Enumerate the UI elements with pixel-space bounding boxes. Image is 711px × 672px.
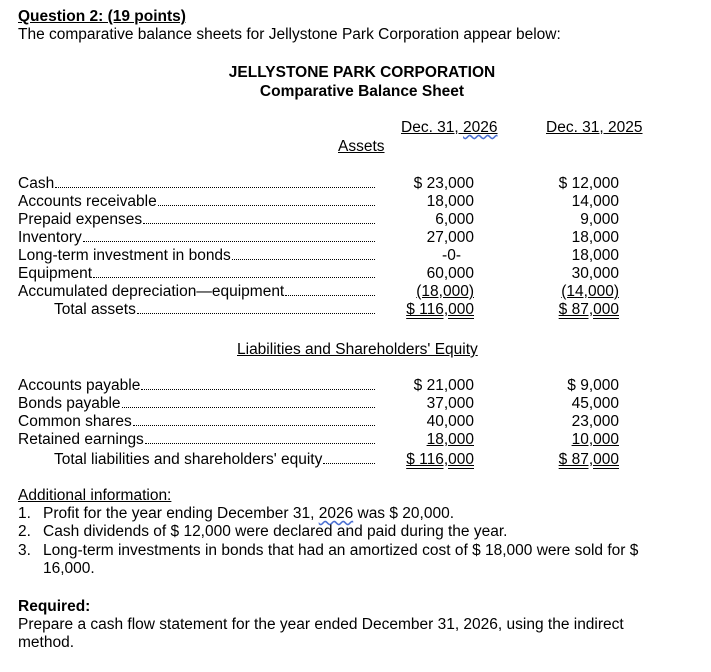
item-number: 3. [18, 542, 31, 559]
column-header-2025: Dec. 31, 2025 [546, 119, 643, 136]
liab-total-2025: $ 87,000 [558, 451, 619, 468]
liab-ap-2026: $ 21,000 [413, 377, 474, 394]
asset-equipment-2025: 30,000 [571, 265, 619, 282]
row-label: Prepaid expenses [18, 211, 143, 228]
asset-equipment-2026: 60,000 [426, 265, 474, 282]
asset-inventory-2025: 18,000 [571, 229, 619, 246]
asset-row-prepaid-expenses [18, 211, 376, 229]
asset-row-cash [18, 175, 376, 193]
row-label: Accounts payable [18, 377, 141, 394]
leader-dots [143, 211, 375, 224]
asset-total-2026: $ 116,000 [406, 301, 474, 318]
row-label: Bonds payable [18, 395, 121, 412]
leader-dots [145, 431, 375, 444]
row-label: Common shares [18, 413, 132, 430]
leader-dots [133, 413, 375, 426]
company-name: JELLYSTONE PARK CORPORATION [228, 64, 496, 81]
liab-total-2026: $ 116,000 [406, 451, 474, 468]
leader-dots [232, 247, 375, 260]
leader-dots [285, 283, 375, 296]
row-label: Retained earnings [18, 431, 144, 448]
row-label: Inventory [18, 229, 82, 246]
leader-dots [83, 229, 375, 242]
asset-accum-dep-2026: (18,000) [416, 283, 474, 300]
leader-dots [158, 193, 375, 206]
item-number: 1. [18, 505, 31, 522]
asset-cash-2026: $ 23,000 [413, 175, 474, 192]
required-text: Prepare a cash flow statement for the year ended December 31, 2026, using the indirect method. [18, 616, 624, 651]
sheet-title: Comparative Balance Sheet [259, 83, 465, 100]
row-label: Equipment [18, 265, 93, 282]
row-label: Long-term investment in bonds [18, 247, 231, 264]
asset-row-inventory [18, 229, 376, 247]
leader-dots [122, 395, 375, 408]
liab-ap-2025: $ 9,000 [567, 377, 619, 394]
asset-inventory-2026: 27,000 [426, 229, 474, 246]
item-text-year: 2026 [318, 505, 354, 522]
column-header-2026 [401, 119, 498, 137]
leader-dots [93, 265, 375, 278]
liab-bonds-2026: 37,000 [426, 395, 474, 412]
asset-accum-dep-2025: (14,000) [561, 283, 619, 300]
item-text: Long-term investments in bonds that had an amortized cost of $ 18,000 were sold for $ 16,000. [43, 542, 639, 577]
question-title: Question 2: (19 points) [18, 8, 186, 25]
asset-total-2025: $ 87,000 [558, 301, 619, 318]
row-label: Total assets [54, 301, 136, 318]
row-label: Cash [18, 175, 55, 192]
item-text-post: was $ 20,000. [353, 505, 455, 522]
liab-row-common-shares [18, 413, 376, 431]
asset-row-total [18, 301, 376, 319]
liab-row-retained-earnings [18, 431, 376, 449]
liab-retained-2025: 10,000 [571, 431, 619, 448]
asset-ar-2026: 18,000 [426, 193, 474, 210]
liab-bonds-2025: 45,000 [571, 395, 619, 412]
liab-row-bonds-payable [18, 395, 376, 413]
column-header-year: 2026 [463, 119, 498, 136]
leader-dots [141, 377, 375, 390]
question-intro: The comparative balance sheets for Jellystone Park Corporation appear below: [18, 26, 561, 43]
liab-common-2025: 23,000 [571, 413, 619, 430]
asset-prepaid-2025: 9,000 [580, 211, 619, 228]
assets-header: Assets [338, 138, 385, 155]
asset-row-equipment [18, 265, 376, 283]
asset-prepaid-2026: 6,000 [435, 211, 474, 228]
liabilities-header: Liabilities and Shareholders' Equity [237, 341, 478, 358]
additional-info-header: Additional information: [18, 487, 172, 504]
item-text-pre: Profit for the year ending December 31, [43, 505, 319, 522]
item-number: 2. [18, 523, 31, 540]
column-header-prefix: Dec. 31, [401, 119, 464, 136]
row-label: Total liabilities and shareholders' equity [54, 451, 323, 468]
leader-dots [323, 451, 375, 464]
liab-retained-2026: 18,000 [426, 431, 474, 448]
asset-investment-2025: 18,000 [571, 247, 619, 264]
leader-dots [55, 175, 375, 188]
asset-ar-2025: 14,000 [571, 193, 619, 210]
row-label: Accounts receivable [18, 193, 157, 210]
liab-row-accounts-payable [18, 377, 376, 395]
asset-investment-2026: -0- [442, 247, 461, 264]
item-text [43, 505, 683, 523]
required-header: Required: [18, 598, 91, 615]
leader-dots [137, 301, 375, 314]
liab-common-2026: 40,000 [426, 413, 474, 430]
asset-cash-2025: $ 12,000 [558, 175, 619, 192]
asset-row-accounts-receivable [18, 193, 376, 211]
item-text: Cash dividends of $ 12,000 were declared and paid during the year. [43, 523, 508, 540]
liab-row-total [18, 451, 376, 469]
asset-row-accumulated-depreciation [18, 283, 376, 301]
asset-row-lt-investment [18, 247, 376, 265]
row-label: Accumulated depreciation—equipment [18, 283, 285, 300]
